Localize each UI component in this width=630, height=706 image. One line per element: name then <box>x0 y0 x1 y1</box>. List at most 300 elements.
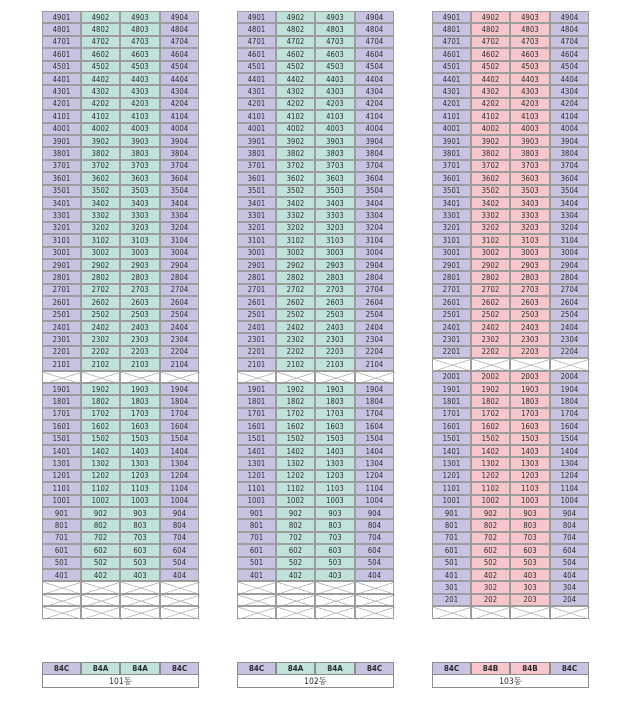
unit-cell: 801 <box>237 519 276 531</box>
unit-cell: 3201 <box>237 222 276 234</box>
empty-floor-cell <box>355 594 394 606</box>
unit-cell: 3904 <box>355 135 394 147</box>
unit-cell: 3104 <box>355 234 394 246</box>
unit-cell: 3103 <box>510 234 550 246</box>
unit-cell: 3503 <box>315 185 355 197</box>
unit-cell: 4101 <box>432 110 471 122</box>
unit-cell: 1204 <box>550 470 589 482</box>
unit-cell: 3901 <box>237 135 276 147</box>
unit-cell: 4604 <box>160 48 199 60</box>
unit-cell: 2303 <box>315 333 355 345</box>
unit-cell: 3002 <box>276 247 315 259</box>
unit-cell: 1604 <box>550 420 589 432</box>
unit-cell: 802 <box>81 519 120 531</box>
unit-cell: 3803 <box>315 147 355 159</box>
unit-cell: 4903 <box>510 11 550 23</box>
unit-cell: 4004 <box>355 123 394 135</box>
unit-cell: 1403 <box>315 445 355 457</box>
unit-cell: 904 <box>355 507 394 519</box>
unit-cell: 1203 <box>315 470 355 482</box>
unit-cell: 2503 <box>510 309 550 321</box>
unit-cell: 303 <box>510 581 550 593</box>
empty-floor-cell <box>432 358 471 370</box>
unit-cell: 3204 <box>160 222 199 234</box>
empty-floor-cell <box>510 606 550 618</box>
unit-cell: 1101 <box>237 482 276 494</box>
unit-cell: 1003 <box>315 495 355 507</box>
unit-cell: 2803 <box>315 271 355 283</box>
unit-cell: 903 <box>120 507 160 519</box>
unit-cell: 3101 <box>237 234 276 246</box>
unit-cell: 4803 <box>315 23 355 35</box>
unit-cell: 4402 <box>276 73 315 85</box>
unit-cell: 901 <box>42 507 81 519</box>
unit-cell: 1303 <box>510 457 550 469</box>
unit-cell: 1804 <box>355 395 394 407</box>
unit-cell: 1101 <box>42 482 81 494</box>
unit-cell: 1104 <box>550 482 589 494</box>
unit-cell: 901 <box>432 507 471 519</box>
unit-cell: 4002 <box>471 123 510 135</box>
unit-cell: 1601 <box>432 420 471 432</box>
unit-cell: 4303 <box>315 85 355 97</box>
unit-cell: 3702 <box>81 160 120 172</box>
unit-cell: 202 <box>471 594 510 606</box>
unit-cell: 2902 <box>471 259 510 271</box>
unit-cell: 4504 <box>550 61 589 73</box>
unit-cell: 604 <box>160 544 199 556</box>
unit-cell: 2402 <box>276 321 315 333</box>
unit-cell: 504 <box>160 557 199 569</box>
unit-cell: 2304 <box>550 333 589 345</box>
unit-cell: 301 <box>432 581 471 593</box>
empty-floor-cell <box>315 606 355 618</box>
unit-cell: 4904 <box>550 11 589 23</box>
unit-cell: 4603 <box>315 48 355 60</box>
unit-cell: 3603 <box>120 172 160 184</box>
empty-floor-cell <box>276 606 315 618</box>
unit-cell: 2104 <box>355 358 394 370</box>
unit-cell: 4903 <box>120 11 160 23</box>
unit-cell: 3404 <box>355 197 394 209</box>
unit-cell: 2803 <box>510 271 550 283</box>
unit-cell: 2004 <box>550 371 589 383</box>
unit-cell: 2401 <box>432 321 471 333</box>
unit-cell: 701 <box>237 532 276 544</box>
unit-cell: 2701 <box>432 284 471 296</box>
unit-cell: 4501 <box>42 61 81 73</box>
unit-cell: 2303 <box>510 333 550 345</box>
unit-cell: 2802 <box>471 271 510 283</box>
unit-cell: 2501 <box>42 309 81 321</box>
unit-cell: 2103 <box>120 358 160 370</box>
unit-cell: 2204 <box>550 346 589 358</box>
unit-cell: 1501 <box>432 433 471 445</box>
unit-cell: 2901 <box>432 259 471 271</box>
unit-cell: 1803 <box>120 395 160 407</box>
unit-cell: 4104 <box>355 110 394 122</box>
unit-cell: 903 <box>510 507 550 519</box>
empty-floor-cell <box>160 606 199 618</box>
unit-cell: 3704 <box>355 160 394 172</box>
unit-cell: 2604 <box>550 296 589 308</box>
unit-cell: 3304 <box>355 209 394 221</box>
unit-cell: 2801 <box>237 271 276 283</box>
unit-cell: 1402 <box>276 445 315 457</box>
unit-cell: 601 <box>237 544 276 556</box>
empty-floor-cell <box>315 371 355 383</box>
unit-cell: 4902 <box>471 11 510 23</box>
unit-cell: 1203 <box>120 470 160 482</box>
empty-floor-cell <box>120 594 160 606</box>
unit-cell: 3502 <box>81 185 120 197</box>
unit-cell: 1204 <box>355 470 394 482</box>
empty-floor-cell <box>81 581 120 593</box>
unit-cell: 1402 <box>81 445 120 457</box>
unit-cell: 1401 <box>237 445 276 457</box>
unit-cell: 3704 <box>550 160 589 172</box>
unit-cell: 1504 <box>355 433 394 445</box>
unit-cell: 4404 <box>355 73 394 85</box>
unit-cell: 1201 <box>237 470 276 482</box>
unit-cell: 1202 <box>276 470 315 482</box>
unit-cell: 1103 <box>120 482 160 494</box>
unit-cell: 3701 <box>237 160 276 172</box>
unit-cell: 401 <box>432 569 471 581</box>
unit-cell: 2704 <box>550 284 589 296</box>
unit-type-label: 84C <box>432 662 471 675</box>
unit-cell: 3001 <box>432 247 471 259</box>
unit-cell: 1703 <box>120 408 160 420</box>
unit-cell: 3504 <box>355 185 394 197</box>
building-name: 103동 <box>432 675 589 688</box>
unit-cell: 1301 <box>432 457 471 469</box>
unit-cell: 1601 <box>237 420 276 432</box>
unit-cell: 1504 <box>550 433 589 445</box>
unit-cell: 2404 <box>550 321 589 333</box>
unit-cell: 3502 <box>471 185 510 197</box>
unit-cell: 3401 <box>432 197 471 209</box>
unit-cell: 2501 <box>432 309 471 321</box>
unit-cell: 3301 <box>237 209 276 221</box>
unit-cell: 3403 <box>510 197 550 209</box>
unit-cell: 2802 <box>276 271 315 283</box>
unit-cell: 3503 <box>120 185 160 197</box>
unit-cell: 4503 <box>120 61 160 73</box>
unit-cell: 4201 <box>432 98 471 110</box>
unit-cell: 4802 <box>81 23 120 35</box>
unit-cell: 3304 <box>160 209 199 221</box>
unit-cell: 1204 <box>160 470 199 482</box>
unit-cell: 3904 <box>160 135 199 147</box>
unit-cell: 3702 <box>471 160 510 172</box>
unit-cell: 1903 <box>510 383 550 395</box>
unit-cell: 1903 <box>120 383 160 395</box>
unit-cell: 201 <box>432 594 471 606</box>
unit-cell: 2504 <box>355 309 394 321</box>
unit-cell: 3103 <box>315 234 355 246</box>
unit-cell: 703 <box>120 532 160 544</box>
unit-cell: 2904 <box>160 259 199 271</box>
unit-cell: 1004 <box>550 495 589 507</box>
unit-cell: 2601 <box>237 296 276 308</box>
unit-cell: 2204 <box>355 346 394 358</box>
unit-cell: 1004 <box>160 495 199 507</box>
empty-floor-cell <box>120 581 160 593</box>
unit-cell: 4902 <box>276 11 315 23</box>
unit-cell: 804 <box>355 519 394 531</box>
unit-cell: 1802 <box>276 395 315 407</box>
unit-cell: 4701 <box>237 36 276 48</box>
unit-cell: 2503 <box>120 309 160 321</box>
unit-cell: 4303 <box>120 85 160 97</box>
unit-cell: 504 <box>550 557 589 569</box>
unit-cell: 2402 <box>471 321 510 333</box>
unit-cell: 1102 <box>81 482 120 494</box>
building-name: 102동 <box>237 675 394 688</box>
unit-cell: 2603 <box>510 296 550 308</box>
unit-cell: 4004 <box>550 123 589 135</box>
unit-cell: 602 <box>276 544 315 556</box>
unit-cell: 1902 <box>81 383 120 395</box>
unit-cell: 2401 <box>42 321 81 333</box>
unit-cell: 902 <box>81 507 120 519</box>
unit-cell: 4101 <box>42 110 81 122</box>
unit-cell: 4402 <box>81 73 120 85</box>
empty-floor-cell <box>81 371 120 383</box>
unit-cell: 4504 <box>355 61 394 73</box>
unit-cell: 4601 <box>237 48 276 60</box>
unit-cell: 703 <box>315 532 355 544</box>
unit-cell: 4601 <box>42 48 81 60</box>
unit-cell: 4701 <box>42 36 81 48</box>
empty-floor-cell <box>550 358 589 370</box>
unit-cell: 2702 <box>276 284 315 296</box>
unit-cell: 1904 <box>355 383 394 395</box>
unit-cell: 704 <box>550 532 589 544</box>
unit-cell: 604 <box>550 544 589 556</box>
unit-cell: 4602 <box>471 48 510 60</box>
unit-cell: 603 <box>315 544 355 556</box>
unit-cell: 903 <box>315 507 355 519</box>
unit-cell: 603 <box>510 544 550 556</box>
unit-cell: 2502 <box>471 309 510 321</box>
unit-cell: 402 <box>471 569 510 581</box>
unit-cell: 2602 <box>276 296 315 308</box>
unit-cell: 2802 <box>81 271 120 283</box>
unit-cell: 4904 <box>355 11 394 23</box>
unit-cell: 2902 <box>276 259 315 271</box>
unit-cell: 3502 <box>276 185 315 197</box>
unit-cell: 2003 <box>510 371 550 383</box>
unit-cell: 3603 <box>315 172 355 184</box>
unit-cell: 4404 <box>550 73 589 85</box>
unit-cell: 1901 <box>42 383 81 395</box>
unit-cell: 1004 <box>355 495 394 507</box>
unit-cell: 3704 <box>160 160 199 172</box>
unit-cell: 4701 <box>432 36 471 48</box>
unit-cell: 904 <box>160 507 199 519</box>
unit-cell: 4202 <box>471 98 510 110</box>
unit-cell: 1302 <box>471 457 510 469</box>
unit-cell: 402 <box>276 569 315 581</box>
empty-floor-cell <box>276 581 315 593</box>
unit-cell: 4401 <box>432 73 471 85</box>
unit-cell: 704 <box>355 532 394 544</box>
unit-cell: 4201 <box>237 98 276 110</box>
unit-cell: 702 <box>81 532 120 544</box>
unit-type-label: 84C <box>237 662 276 675</box>
unit-type-label: 84C <box>550 662 589 675</box>
unit-cell: 2001 <box>432 371 471 383</box>
unit-cell: 503 <box>120 557 160 569</box>
unit-cell: 1602 <box>81 420 120 432</box>
unit-cell: 4201 <box>42 98 81 110</box>
unit-cell: 1001 <box>42 495 81 507</box>
unit-cell: 502 <box>81 557 120 569</box>
unit-cell: 3204 <box>550 222 589 234</box>
unit-cell: 3401 <box>237 197 276 209</box>
unit-cell: 804 <box>550 519 589 531</box>
unit-cell: 502 <box>471 557 510 569</box>
unit-cell: 3603 <box>510 172 550 184</box>
unit-cell: 904 <box>550 507 589 519</box>
unit-cell: 2502 <box>276 309 315 321</box>
unit-cell: 3402 <box>471 197 510 209</box>
unit-cell: 1502 <box>81 433 120 445</box>
unit-cell: 302 <box>471 581 510 593</box>
unit-cell: 3903 <box>510 135 550 147</box>
unit-cell: 4304 <box>550 85 589 97</box>
unit-cell: 3501 <box>432 185 471 197</box>
unit-cell: 1302 <box>276 457 315 469</box>
unit-cell: 1404 <box>355 445 394 457</box>
unit-cell: 2202 <box>81 346 120 358</box>
unit-cell: 4304 <box>160 85 199 97</box>
unit-cell: 602 <box>471 544 510 556</box>
unit-cell: 3301 <box>42 209 81 221</box>
unit-cell: 2301 <box>237 333 276 345</box>
unit-cell: 801 <box>432 519 471 531</box>
unit-cell: 2701 <box>237 284 276 296</box>
unit-cell: 4304 <box>355 85 394 97</box>
unit-cell: 3903 <box>315 135 355 147</box>
unit-cell: 4603 <box>510 48 550 60</box>
unit-cell: 3002 <box>471 247 510 259</box>
unit-cell: 2603 <box>315 296 355 308</box>
unit-cell: 3602 <box>276 172 315 184</box>
unit-cell: 4504 <box>160 61 199 73</box>
unit-cell: 3504 <box>160 185 199 197</box>
unit-cell: 4202 <box>81 98 120 110</box>
unit-cell: 4602 <box>276 48 315 60</box>
empty-floor-cell <box>355 606 394 618</box>
unit-cell: 2204 <box>160 346 199 358</box>
unit-cell: 2104 <box>160 358 199 370</box>
unit-cell: 2302 <box>276 333 315 345</box>
unit-cell: 3102 <box>81 234 120 246</box>
unit-cell: 2904 <box>355 259 394 271</box>
unit-cell: 4501 <box>432 61 471 73</box>
unit-cell: 1701 <box>237 408 276 420</box>
empty-floor-cell <box>355 581 394 593</box>
unit-cell: 401 <box>237 569 276 581</box>
unit-cell: 1003 <box>120 495 160 507</box>
unit-cell: 701 <box>42 532 81 544</box>
unit-cell: 4803 <box>510 23 550 35</box>
unit-cell: 4001 <box>237 123 276 135</box>
unit-cell: 1702 <box>471 408 510 420</box>
unit-cell: 4802 <box>471 23 510 35</box>
unit-cell: 3902 <box>276 135 315 147</box>
unit-cell: 3404 <box>160 197 199 209</box>
unit-cell: 403 <box>120 569 160 581</box>
unit-type-label: 84A <box>120 662 160 675</box>
unit-cell: 1802 <box>471 395 510 407</box>
unit-cell: 4204 <box>550 98 589 110</box>
unit-cell: 4804 <box>550 23 589 35</box>
unit-cell: 701 <box>432 532 471 544</box>
unit-cell: 2401 <box>237 321 276 333</box>
unit-cell: 1201 <box>432 470 471 482</box>
unit-cell: 3703 <box>120 160 160 172</box>
unit-cell: 4901 <box>237 11 276 23</box>
unit-cell: 2601 <box>432 296 471 308</box>
unit-cell: 702 <box>276 532 315 544</box>
unit-cell: 4901 <box>42 11 81 23</box>
unit-cell: 3501 <box>42 185 81 197</box>
unit-cell: 3303 <box>120 209 160 221</box>
unit-type-label: 84A <box>315 662 355 675</box>
unit-cell: 504 <box>355 557 394 569</box>
unit-cell: 2604 <box>355 296 394 308</box>
unit-cell: 4904 <box>160 11 199 23</box>
unit-cell: 1104 <box>355 482 394 494</box>
unit-cell: 3204 <box>355 222 394 234</box>
unit-cell: 2403 <box>510 321 550 333</box>
unit-cell: 4903 <box>315 11 355 23</box>
unit-cell: 4604 <box>550 48 589 60</box>
unit-cell: 1603 <box>120 420 160 432</box>
unit-cell: 3601 <box>432 172 471 184</box>
unit-cell: 4002 <box>81 123 120 135</box>
unit-cell: 4102 <box>81 110 120 122</box>
unit-cell: 802 <box>471 519 510 531</box>
unit-cell: 4102 <box>276 110 315 122</box>
unit-cell: 3802 <box>276 147 315 159</box>
unit-cell: 3101 <box>42 234 81 246</box>
unit-cell: 4502 <box>471 61 510 73</box>
unit-cell: 1603 <box>315 420 355 432</box>
unit-cell: 3402 <box>276 197 315 209</box>
empty-floor-cell <box>276 594 315 606</box>
unit-cell: 3003 <box>120 247 160 259</box>
unit-cell: 304 <box>550 581 589 593</box>
unit-cell: 3302 <box>276 209 315 221</box>
unit-cell: 3201 <box>42 222 81 234</box>
unit-cell: 3203 <box>510 222 550 234</box>
empty-floor-cell <box>550 606 589 618</box>
unit-cell: 1302 <box>81 457 120 469</box>
unit-cell: 803 <box>510 519 550 531</box>
unit-cell: 4401 <box>237 73 276 85</box>
unit-cell: 2702 <box>471 284 510 296</box>
unit-cell: 3902 <box>471 135 510 147</box>
unit-cell: 1803 <box>315 395 355 407</box>
unit-cell: 901 <box>237 507 276 519</box>
unit-cell: 3104 <box>160 234 199 246</box>
unit-type-label: 84A <box>276 662 315 675</box>
